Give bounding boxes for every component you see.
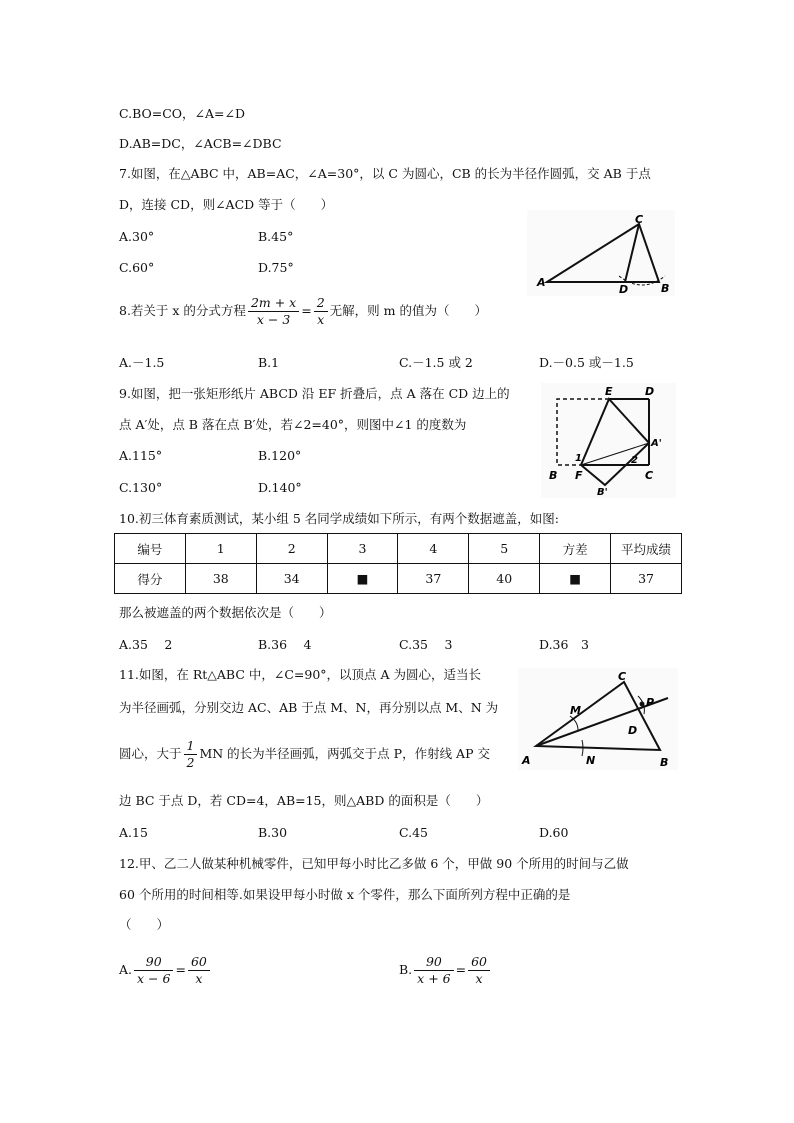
q11-half-fraction	[184, 738, 198, 771]
q12-option-a-label: A.	[119, 962, 133, 977]
q7-option-b: B.45°	[258, 229, 294, 244]
q11-label-b: B	[660, 756, 669, 769]
table-header-cell: 4	[398, 534, 469, 564]
q10-stem-line2: 那么被遮盖的两个数据依次是（ ）	[119, 605, 332, 620]
q11-stem-line2: 为半径画弧，分别交边 AC、AB 于点 M、N，再分别以点 M、N 为	[119, 700, 499, 715]
q8-frac1-den: x − 3	[256, 312, 291, 327]
q8-equals: =	[301, 303, 312, 318]
q9-label-a-prime: A'	[651, 438, 662, 449]
q7-option-c: C.60°	[119, 260, 155, 275]
q9-label-f: F	[575, 469, 583, 482]
table-cell: 37	[398, 564, 469, 594]
q9-option-d: D.140°	[258, 480, 302, 495]
table-cell: 40	[469, 564, 540, 594]
q11-option-b: B.30	[258, 825, 288, 840]
table-header-cell: 5	[469, 534, 540, 564]
q12-option-b-lhs	[414, 954, 453, 987]
q11-half-den: 2	[186, 755, 195, 770]
q11-option-a: A.15	[119, 825, 148, 840]
q8-suffix: 无解，则 m 的值为（ ）	[329, 303, 487, 318]
q12-option-b-rhs	[468, 954, 490, 987]
q12-option-b	[399, 952, 492, 988]
q9-angle-2: 2	[631, 455, 638, 466]
q11-label-c: C	[618, 670, 627, 683]
q8-frac2-den: x	[317, 312, 325, 327]
q9-label-b-prime: B'	[597, 487, 608, 498]
table-header-cell: 平均成绩	[611, 534, 682, 564]
q7-stem-line2: D，连接 CD，则∠ACD 等于（ ）	[119, 197, 334, 212]
q12-option-a-rhs	[188, 954, 210, 987]
q12-option-a	[119, 952, 212, 988]
q9-fold-figure	[541, 383, 676, 498]
q8-prefix: 8.若关于 x 的分式方程	[119, 303, 246, 318]
table-cell: 得分	[115, 564, 186, 594]
q12-stem-line2: 60 个所用的时间相等.如果设甲每小时做 x 个零件，那么下面所列方程中正确的是	[119, 887, 571, 902]
q11-label-p: P	[646, 696, 655, 709]
q8-option-b: B.1	[258, 355, 280, 370]
q10-option-b: B.36 4	[258, 637, 312, 652]
q8-frac2-num: 2	[314, 295, 328, 312]
table-row	[115, 534, 682, 564]
q12-a-rhs-num: 60	[188, 954, 210, 971]
q7-label-c: C	[635, 213, 644, 226]
q11-label-d: D	[628, 724, 638, 737]
q7-triangle-figure	[527, 210, 675, 296]
q11-label-n: N	[586, 754, 596, 767]
q7-label-d: D	[619, 283, 629, 296]
q10-option-c: C.35 3	[399, 637, 453, 652]
q12-option-b-label: B.	[399, 962, 413, 977]
q10-option-a: A.35 2	[119, 637, 173, 652]
q12-b-rhs-num: 60	[468, 954, 490, 971]
q11-bisector-figure	[518, 668, 678, 770]
q9-label-d: D	[645, 385, 655, 398]
q9-stem-line2: 点 A′处，点 B 落在点 B′处，若∠2=40°，则图中∠1 的度数为	[119, 417, 467, 432]
q12-a-rhs-den: x	[195, 971, 203, 986]
q12-stem-line3: （ ）	[119, 917, 170, 932]
table-header-cell: 方差	[540, 534, 611, 564]
q11-label-a: A	[522, 754, 531, 767]
table-row	[115, 564, 682, 594]
q10-option-d: D.36 3	[539, 637, 589, 652]
table-cell: 34	[256, 564, 327, 594]
q11-stem-line4: 边 BC 于点 D，若 CD=4，AB=15，则△ABD 的面积是（ ）	[119, 793, 489, 808]
q7-option-d: D.75°	[258, 260, 294, 275]
q9-angle-1: 1	[575, 453, 582, 464]
q9-option-b: B.120°	[258, 448, 302, 463]
q12-a-lhs-den: x − 6	[137, 971, 171, 986]
q6-option-c: C.BO=CO，∠A=∠D	[119, 106, 246, 121]
q11-half-num: 1	[184, 738, 198, 755]
q9-stem-line1: 9.如图，把一张矩形纸片 ABCD 沿 EF 折叠后，点 A 落在 CD 边上的	[119, 386, 510, 401]
q7-option-a: A.30°	[119, 229, 155, 244]
table-cell-masked: ■	[540, 564, 611, 594]
q9-option-c: C.130°	[119, 480, 163, 495]
q9-label-c: C	[645, 469, 654, 482]
q8-option-c: C.－1.5 或 2	[399, 355, 473, 370]
q11-option-d: D.60	[539, 825, 569, 840]
q12-b-equals: =	[455, 962, 467, 977]
q11-stem-line3	[119, 736, 490, 772]
q6-option-d: D.AB=DC，∠ACB=∠DBC	[119, 136, 282, 151]
q11-label-m: M	[570, 704, 581, 717]
table-cell: 37	[611, 564, 682, 594]
q12-stem-line1: 12.甲、乙二人做某种机械零件，已知甲每小时比乙多做 6 个，甲做 90 个所用的时间与乙做	[119, 856, 629, 871]
table-cell: 38	[185, 564, 256, 594]
q12-a-equals: =	[175, 962, 186, 977]
q9-option-a: A.115°	[119, 448, 163, 463]
q8-frac1-num: 2m + x	[248, 295, 299, 312]
q8-fraction-2	[314, 295, 328, 328]
q8-fraction-1	[248, 295, 299, 328]
table-header-cell: 1	[185, 534, 256, 564]
q7-label-b: B	[661, 282, 670, 295]
q9-label-e: E	[605, 385, 613, 398]
q11-option-c: C.45	[399, 825, 428, 840]
q7-stem-line1: 7.如图，在△ABC 中，AB=AC，∠A=30°，以 C 为圆心，CB 的长为半径作圆弧，交 AB 于点	[119, 166, 651, 181]
q8-option-d: D.－0.5 或－1.5	[539, 355, 634, 370]
q8-stem	[119, 294, 487, 328]
q12-option-a-lhs	[134, 954, 173, 987]
q9-label-b: B	[549, 469, 558, 482]
q10-score-table	[114, 533, 682, 594]
q7-label-a: A	[537, 276, 546, 289]
q12-b-lhs-den: x + 6	[417, 971, 451, 986]
q10-stem-line1: 10.初三体育素质测试，某小组 5 名同学成绩如下所示，有两个数据遮盖，如图:	[119, 511, 559, 526]
q12-b-lhs-num: 90	[414, 954, 453, 971]
table-header-cell: 2	[256, 534, 327, 564]
q12-a-lhs-num: 90	[134, 954, 173, 971]
q11-stem-line1: 11.如图，在 Rt△ABC 中，∠C=90°，以顶点 A 为圆心，适当长	[119, 667, 482, 682]
table-header-cell: 编号	[115, 534, 186, 564]
q11-line3-post: MN 的长为半径画弧，两弧交于点 P，作射线 AP 交	[199, 746, 490, 761]
q8-option-a: A.－1.5	[119, 355, 165, 370]
q11-line3-pre: 圆心，大于	[119, 746, 182, 761]
table-cell-masked: ■	[327, 564, 398, 594]
table-header-cell: 3	[327, 534, 398, 564]
q12-b-rhs-den: x	[475, 971, 483, 986]
